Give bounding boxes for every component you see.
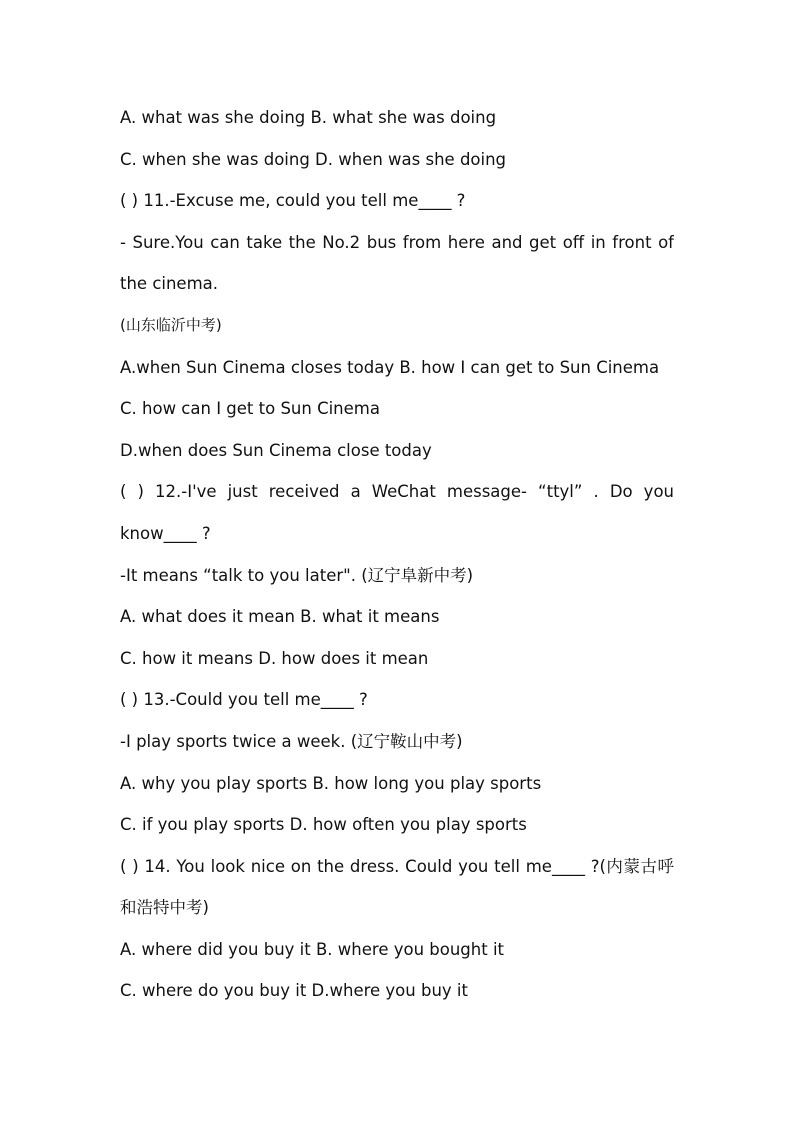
question-11-answer-line-1: - Sure.You can take the No.2 bus from here and get off in front of bbox=[120, 232, 674, 252]
question-14-options-ab: A. where did you buy it B. where you bought it bbox=[120, 939, 505, 959]
question-11: ( ) 11.-Excuse me, could you tell me____ ? bbox=[120, 191, 466, 211]
question-12-options-cd: C. how it means D. how does it mean bbox=[120, 648, 429, 668]
question-13-options-cd: C. if you play sports D. how often you play sports bbox=[120, 815, 527, 835]
question-11-option-c: C. how can I get to Sun Cinema bbox=[120, 399, 380, 419]
question-14: ( ) 14. You look nice on the dress. Could you tell me____ ?(内蒙古呼 bbox=[120, 856, 674, 876]
question-11-options-ab: A.when Sun Cinema closes today B. how I can get to Sun Cinema bbox=[120, 357, 660, 377]
question-13-options-ab: A. why you play sports B. how long you play sports bbox=[120, 773, 542, 793]
question-13: ( ) 13.-Could you tell me____ ? bbox=[120, 690, 368, 710]
question-12-continued: know____ ? bbox=[120, 523, 211, 543]
question-11-source: (山东临沂中考) bbox=[120, 315, 222, 334]
question-12: ( ) 12.-I've just received a WeChat message- “ttyl” . Do you bbox=[120, 482, 674, 502]
question-11-answer-line-2: the cinema. bbox=[120, 274, 219, 294]
document-page bbox=[120, 97, 674, 1012]
text-line-1: A. what was she doing B. what she was doing bbox=[120, 108, 497, 127]
question-14-source: 和浩特中考) bbox=[120, 898, 209, 918]
text-line-2: C. when she was doing D. when was she doing bbox=[120, 149, 507, 169]
question-14-options-cd: C. where do you buy it D.where you buy it bbox=[120, 981, 468, 1001]
question-12-options-ab: A. what does it mean B. what it means bbox=[120, 607, 440, 627]
question-11-option-d: D.when does Sun Cinema close today bbox=[120, 440, 432, 460]
question-12-answer: -It means “talk to you later". (辽宁阜新中考) bbox=[120, 565, 474, 585]
question-13-answer: -I play sports twice a week. (辽宁鞍山中考) bbox=[120, 731, 463, 751]
